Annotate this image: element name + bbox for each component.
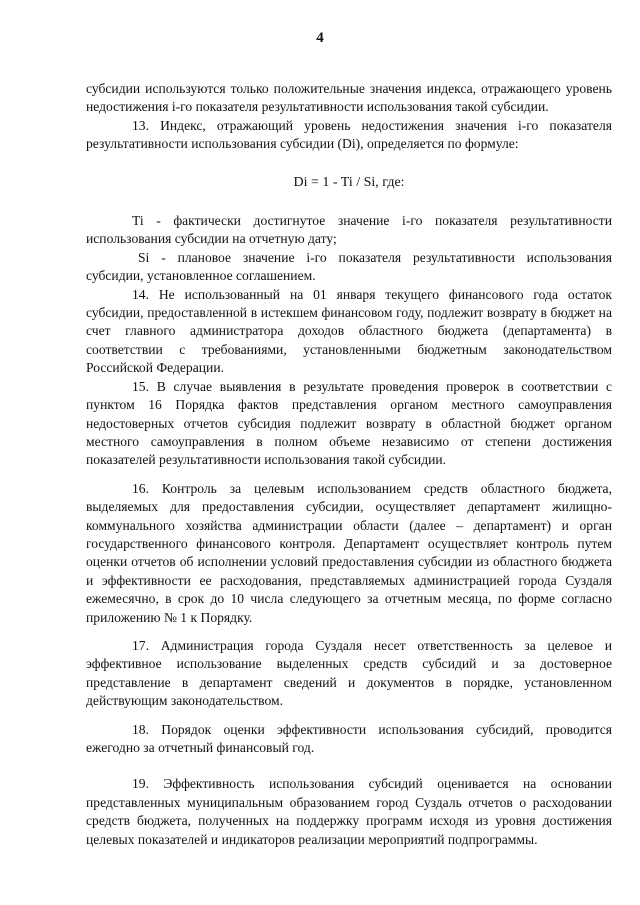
definition-si: Si - плановое значение i-го показателя результативности использования субсидии, установленное соглашением. bbox=[86, 249, 612, 284]
definition-ti: Ti - фактически достигнутое значение i-го показателя результативности использования субсидии на отчетную дату; bbox=[86, 213, 612, 247]
document-body bbox=[86, 80, 612, 849]
paragraph-14: 14. Не использованный на 01 января текущего финансового года остаток субсидии, предоставленной в истекшем финансовом году, подлежит возврату в бюджет на счет главного администратора доходов областного бюджета (департамента) в соответствии с требованиями, установленными бюджетным законодательством Российской Федерации. bbox=[86, 286, 612, 376]
paragraph-17: 17. Администрация города Суздаля несет ответственность за целевое и эффективное использование выделенных средств субсидий и за достоверное представление в департамент сведений и документов в порядке, установленном действующим законодательством. bbox=[86, 637, 612, 709]
paragraph-16: 16. Контроль за целевым использованием средств областного бюджета, выделяемых для предоставления субсидии, осуществляет департамент жилищно-коммунального хозяйства администрации области (далее – департамент) и орган государственного финансового контроля. Департамент осуществляет контроль путем оценки отчетов об исполнении условий предоставления субсидии из областного бюджета и эффективности ее расходования, представляемых администрацией города Суздаля ежемесячно, в срок до 10 числа следующего за отчетным месяца, по форме согласно приложению № 1 к Порядку. bbox=[86, 480, 612, 625]
paragraph-13: 13. Индекс, отражающий уровень недостижения значения i-го показателя результативности использования субсидии (Di), определяется по формуле: bbox=[86, 117, 612, 152]
paragraph-18: 18. Порядок оценки эффективности использования субсидий, проводится ежегодно за отчетный финансовый год. bbox=[86, 721, 612, 755]
paragraph-continuation: субсидии используются только положительные значения индекса, отражающего уровень недостижения i-го показателя результативности использования такой субсидии. bbox=[86, 81, 612, 115]
formula: Di = 1 - Ti / Si, где: bbox=[293, 174, 405, 190]
paragraph-19: 19. Эффективность использования субсидий оценивается на основании представленных муниципальным образованием город Суздаль отчетов о расходовании средств бюджета, полученных на поддержку программ исходя из уровня достижения целевых показателей и индикаторов реализации мероприятий подпрограммы. bbox=[86, 776, 612, 847]
paragraph-15: 15. В случае выявления в результате проведения проверок в соответствии с пунктом 16 Порядка фактов представления органом местного самоуправления недостоверных отчетов субсидия подлежит возврату в областной бюджет органом местного самоуправления в полном объеме независимо от степени достижения показателей результативности использования такой субсидии. bbox=[86, 378, 612, 468]
page-number: 4 bbox=[316, 30, 324, 46]
